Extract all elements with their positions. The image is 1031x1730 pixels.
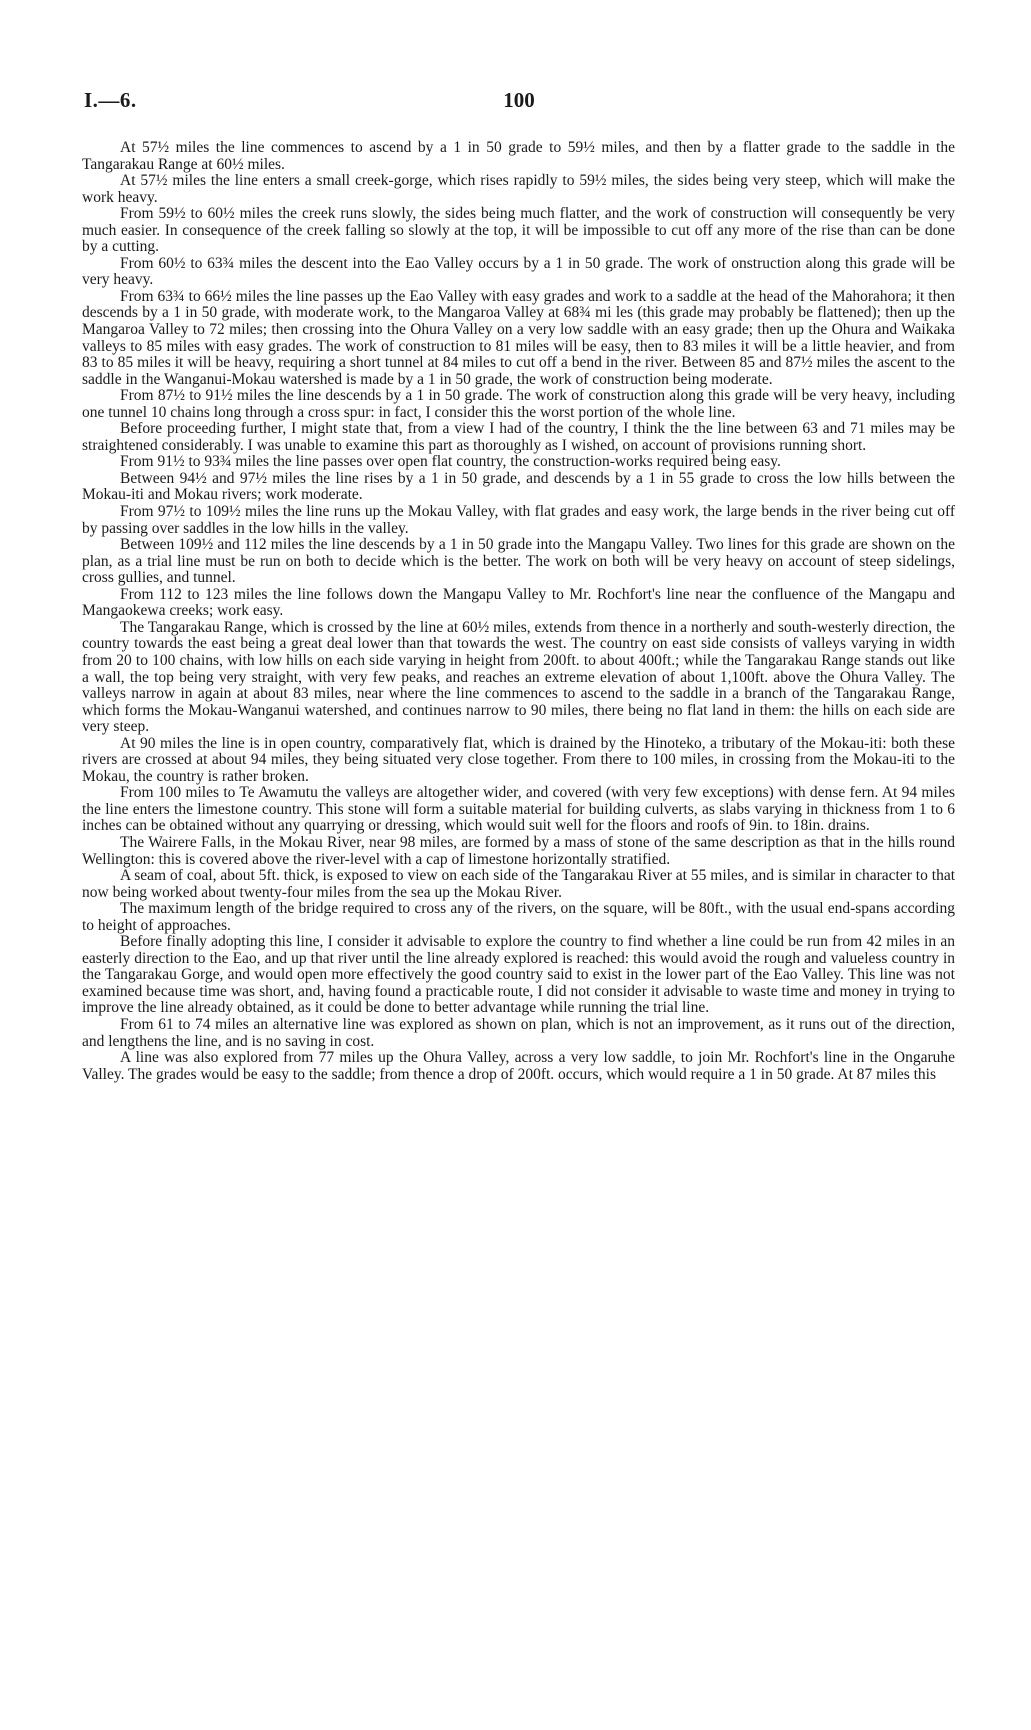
paragraph: Before finally adopting this line, I consider it advisable to explore the country to find whether a line could be run from 42 miles in an easterly direction to the Eao, and up that river until the line already explored is reached: this would avoid the rough and valueless country in the Tangarakau Gorge, and would open more effectively the good country said to exist in the lower part of the Eao Valley. This line was not examined because time was short, and, having found a practicable route, I did not consider it advisable to waste time and money in trying to improve the line already obtained, as it could be done to better advantage while running the trial line. <box>82 933 955 1017</box>
paragraph: A line was also explored from 77 miles up the Ohura Valley, across a very low saddle, to join Mr. Rochfort's line in the Ongaruhe Valley. The grades would be easy to the saddle; from thence a drop of 200ft. occurs, which would require a 1 in 50 grade. At 87 miles this <box>82 1049 955 1083</box>
paragraph: From 100 miles to Te Awamutu the valleys are altogether wider, and covered (with very few exceptions) with dense fern. At 94 miles the line enters the limestone country. This stone will form a suitable material for building culverts, as slabs varying in thickness from 1 to 6 inches can be obtained without any quarrying or dressing, which would suit well for the floors and roofs of 9in. to 18in. drains. <box>82 784 955 835</box>
paragraph: From 59½ to 60½ miles the creek runs slowly, the sides being much flatter, and the work of construction will consequently be very much easier. In consequence of the creek falling so slowly at the top, it will be impossible to cut off any more of the rise than can be done by a cutting. <box>82 205 955 256</box>
page-header <box>84 88 954 118</box>
paragraph: From 91½ to 93¾ miles the line passes over open flat country, the construction-works required being easy. <box>120 453 781 471</box>
paragraph: From 112 to 123 miles the line follows down the Mangapu Valley to Mr. Rochfort's line near the confluence of the Mangapu and Mangaokewa creeks; work easy. <box>82 585 955 620</box>
paragraph: A seam of coal, about 5ft. thick, is exposed to view on each side of the Tangarakau River at 55 miles, and is similar in character to that now being worked about twenty-four miles from the sea up the Mokau River. <box>82 867 955 901</box>
paragraph: Between 109½ and 112 miles the line descends by a 1 in 50 grade into the Mangapu Valley. Two lines for this grade are shown on the plan, as a trial line must be run on both to decide which is the better. The work on both will be very heavy on account of steep sidelings, cross gullies, and tunnel. <box>82 536 955 587</box>
paragraph: The Tangarakau Range, which is crossed by the line at 60½ miles, extends from thence in a northerly and south-westerly direction, the country towards the east being a great deal lower than that towards the west. The country on east side consists of valleys varying in width from 20 to 100 chains, with low hills on each side varying in height from 200ft. to about 400ft.; while the Tangarakau Range stands out like a wall, the top being very straight, with very few peaks, and reaches an extreme elevation of about 1,100ft. above the Ohura Valley. The valleys narrow in again at about 83 miles, near where the line commences to ascend to the saddle in a branch of the Tangarakau Range, which forms the Mokau-Wanganui watershed, and continues narrow to 90 miles, there being no flat land in them: the hills on each side are very steep. <box>82 618 955 736</box>
paragraph: From 63¾ to 66½ miles the line passes up the Eao Valley with easy grades and work to a saddle at the head of the Mahorahora; it then descends by a 1 in 50 grade, with moderate work, to the Mangaroa Valley at 68¾ mi les (this grade may probably be flattened); then up the Mangaroa Valley to 72 miles; then crossing into the Ohura Valley on a very low saddle with an easy grade; then up the Ohura and Waikaka valleys to 85 miles with easy grades. The work of construction to 81 miles will be easy, then to 83 miles it will be a little heavier, and from 83 to 85 miles it will be heavy, requiring a short tunnel at 84 miles to cut off a bend in the river. Between 85 and 87½ miles the ascent to the saddle in the Wanganui-Mokau watershed is made by a 1 in 50 grade, the work of construction being moderate. <box>82 287 955 388</box>
paragraph: At 90 miles the line is in open country, comparatively flat, which is drained by the Hinoteko, a tributary of the Mokau-iti: both these rivers are crossed at about 94 miles, they being situated very close together. From there to 100 miles, in crossing from the Mokau-iti to the Mokau, the country is rather broken. <box>82 734 955 785</box>
paragraph: At 57½ miles the line enters a small creek-gorge, which rises rapidly to 59½ miles, the sides being very steep, which will make the work heavy. <box>82 172 955 206</box>
paragraph: Between 94½ and 97½ miles the line rises by a 1 in 50 grade, and descends by a 1 in 55 grade to cross the low hills between the Mokau-iti and Mokau rivers; work moderate. <box>82 469 955 504</box>
paragraph: From 61 to 74 miles an alternative line was explored as shown on plan, which is not an improvement, as it runs out of the direction, and lengthens the line, and is no saving in cost. <box>82 1015 955 1050</box>
paragraph: Before proceeding further, I might state that, from a view I had of the country, I think the the line between 63 and 71 miles may be straightened considerably. I was unable to examine this part as thoroughly as I wished, on account of provisions running short. <box>82 420 955 454</box>
paragraph: From 87½ to 91½ miles the line descends by a 1 in 50 grade. The work of construction along this grade will be very heavy, including one tunnel 10 chains long through a cross spur: in fact, I consider this the worst portion of the whole line. <box>82 387 955 421</box>
paragraph: The maximum length of the bridge required to cross any of the rivers, on the square, will be 80ft., with the usual end-spans according to height of approaches. <box>82 900 955 934</box>
page-number: 100 <box>503 88 535 112</box>
paragraph: From 97½ to 109½ miles the line runs up the Mokau Valley, with flat grades and easy work, the large bends in the river being cut off by passing over saddles in the low hills in the valley. <box>82 503 955 537</box>
paragraph: At 57½ miles the line commences to ascend by a 1 in 50 grade to 59½ miles, and then by a flatter grade to the saddle in the Tangarakau Range at 60½ miles. <box>82 139 955 173</box>
paragraph: From 60½ to 63¾ miles the descent into the Eao Valley occurs by a 1 in 50 grade. The work of onstruction along this grade will be very heavy. <box>82 254 955 289</box>
body-text <box>82 140 955 1083</box>
document-reference: I.—6. <box>84 88 137 112</box>
paragraph: The Wairere Falls, in the Mokau River, near 98 miles, are formed by a mass of stone of the same description as that in the hills round Wellington: this is covered above the river-level with a cap of limestone horizontally stratified. <box>82 833 955 868</box>
